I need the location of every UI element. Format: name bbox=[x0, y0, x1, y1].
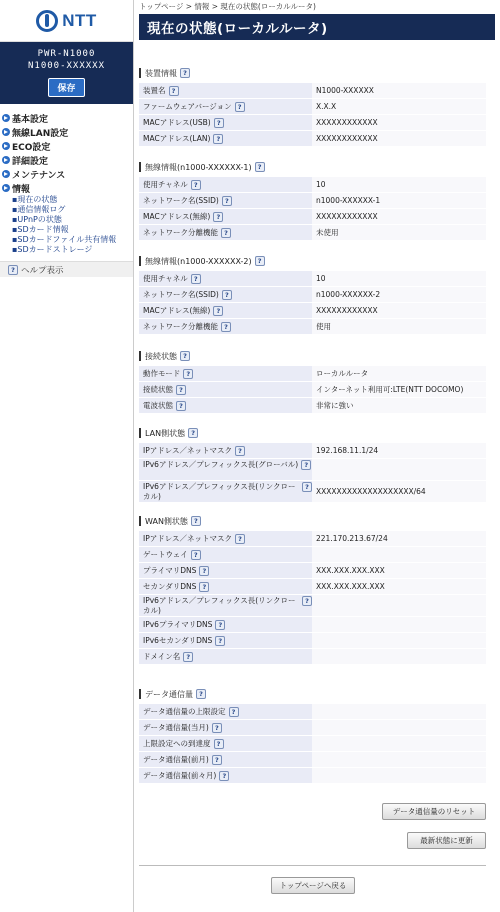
row-label-cell bbox=[139, 704, 312, 719]
help-icon[interactable]: ? bbox=[219, 771, 229, 781]
section-bar bbox=[139, 162, 141, 172]
help-icon[interactable]: ? bbox=[183, 652, 193, 662]
nav-item-info[interactable] bbox=[0, 181, 133, 195]
arrow-bullet-icon bbox=[2, 170, 10, 178]
row-label-cell bbox=[139, 720, 312, 735]
ntt-logo-icon bbox=[36, 10, 58, 32]
row-label: 動作モード bbox=[143, 369, 181, 378]
nav-item-label: 無線LAN設定 bbox=[12, 128, 69, 139]
table-row bbox=[139, 287, 486, 303]
table-row bbox=[139, 617, 486, 633]
section-bar bbox=[139, 428, 141, 438]
row-label: MACアドレス(USB) bbox=[143, 118, 211, 127]
section-data-head bbox=[139, 687, 206, 701]
row-label-cell bbox=[139, 115, 312, 130]
nav-item-label: ECO設定 bbox=[12, 142, 51, 153]
help-label: ヘルプ表示 bbox=[21, 265, 64, 276]
row-label: 電波状態 bbox=[143, 401, 173, 410]
row-label-cell bbox=[139, 131, 312, 146]
nav-sub-label: SDカード情報 bbox=[17, 225, 69, 234]
logo-text: NTT bbox=[62, 10, 97, 30]
help-icon[interactable]: ? bbox=[212, 723, 222, 733]
table-row bbox=[139, 579, 486, 595]
section-bar bbox=[139, 351, 141, 361]
nav-item-maintenance[interactable] bbox=[0, 167, 133, 181]
row-label: セカンダリDNS bbox=[143, 582, 197, 591]
row-label-cell bbox=[139, 99, 312, 114]
row-label-cell bbox=[139, 633, 312, 648]
help-icon[interactable]: ? bbox=[215, 620, 225, 630]
nav-item-eco[interactable] bbox=[0, 139, 133, 153]
nav-item-label: メンテナンス bbox=[12, 170, 66, 181]
section-bar bbox=[139, 256, 141, 266]
table-row bbox=[139, 99, 486, 115]
row-label-cell bbox=[139, 382, 312, 397]
help-icon[interactable]: ? bbox=[235, 534, 245, 544]
row-label-cell bbox=[139, 287, 312, 302]
main-content bbox=[139, 0, 495, 890]
row-label: ネットワーク名(SSID) bbox=[143, 290, 219, 299]
table-row bbox=[139, 704, 486, 720]
section-lan-head bbox=[139, 426, 198, 440]
row-value: n1000-XXXXXX-1 bbox=[312, 193, 486, 208]
back-to-top-button[interactable]: トップページへ戻る bbox=[271, 877, 355, 894]
section-bar bbox=[139, 689, 141, 699]
table-row bbox=[139, 131, 486, 147]
section-device-head bbox=[139, 66, 190, 80]
help-icon[interactable]: ? bbox=[213, 134, 223, 144]
row-label-cell bbox=[139, 481, 312, 502]
row-label-cell bbox=[139, 209, 312, 224]
nav-sub-label: SDカードファイル共有情報 bbox=[17, 235, 117, 244]
help-icon[interactable]: ? bbox=[214, 118, 224, 128]
row-label-cell bbox=[139, 459, 312, 480]
row-label-cell bbox=[139, 579, 312, 594]
row-label: 接続状態 bbox=[143, 385, 173, 394]
row-value: XXXXXXXXXXXX bbox=[312, 303, 486, 318]
row-label: データ通信量(前月) bbox=[143, 755, 209, 764]
nav-sub-label: SDカードストレージ bbox=[17, 245, 93, 254]
row-label: IPv6アドレス／プレフィックス長(リンクローカル) bbox=[143, 596, 296, 615]
row-value: 使用 bbox=[312, 319, 486, 334]
nav-sub-label: 通信情報ログ bbox=[17, 205, 66, 214]
row-label: MACアドレス(無線) bbox=[143, 212, 211, 221]
help-icon[interactable]: ? bbox=[212, 755, 222, 765]
table-row bbox=[139, 398, 486, 414]
row-label: データ通信量の上限設定 bbox=[143, 707, 226, 716]
section-wlan2-head bbox=[139, 254, 265, 268]
table-row bbox=[139, 649, 486, 665]
data-table bbox=[139, 704, 486, 784]
help-icon[interactable]: ? bbox=[188, 428, 198, 438]
nav-item-advanced[interactable] bbox=[0, 153, 133, 167]
help-icon[interactable]: ? bbox=[191, 274, 201, 284]
section-bar bbox=[139, 516, 141, 526]
help-icon[interactable]: ? bbox=[191, 550, 201, 560]
row-label: プライマリDNS bbox=[143, 566, 197, 575]
row-label: ネットワーク分離機能 bbox=[143, 228, 218, 237]
help-icon[interactable]: ? bbox=[191, 180, 201, 190]
table-row bbox=[139, 595, 486, 617]
help-icon[interactable]: ? bbox=[222, 290, 232, 300]
nav-item-basic[interactable] bbox=[0, 111, 133, 125]
arrow-bullet-icon bbox=[2, 184, 10, 192]
help-icon[interactable]: ? bbox=[191, 516, 201, 526]
help-icon[interactable]: ? bbox=[255, 162, 265, 172]
row-value: インターネット利用可:LTE(NTT DOCOMO) bbox=[312, 382, 486, 397]
row-label-cell bbox=[139, 83, 312, 98]
device-model: PWR-N1000 bbox=[37, 49, 96, 59]
help-icon[interactable]: ? bbox=[199, 566, 209, 576]
row-label: IPv6プライマリDNS bbox=[143, 620, 213, 629]
table-row bbox=[139, 563, 486, 579]
nav-item-label: 詳細設定 bbox=[12, 156, 49, 167]
row-value: XXX.XXX.XXX.XXX bbox=[312, 579, 486, 594]
row-label: IPv6セカンダリDNS bbox=[143, 636, 213, 645]
reset-data-button[interactable]: データ通信量のリセット bbox=[382, 803, 486, 820]
row-value: N1000-XXXXXX bbox=[312, 83, 486, 98]
row-value: 192.168.11.1/24 bbox=[312, 443, 486, 458]
nav-sub-upnp[interactable]: ▪UPnPの状態 bbox=[12, 215, 62, 224]
page-title-text: 現在の状態(ローカルルータ) bbox=[147, 21, 328, 37]
row-value bbox=[312, 768, 486, 783]
help-icon[interactable]: ? bbox=[221, 322, 231, 332]
page-title bbox=[139, 14, 495, 40]
row-value bbox=[312, 704, 486, 719]
row-label-cell bbox=[139, 595, 312, 616]
refresh-button[interactable]: 最新状態に更新 bbox=[407, 832, 486, 849]
help-icon[interactable]: ? bbox=[215, 636, 225, 646]
help-icon[interactable]: ? bbox=[180, 351, 190, 361]
help-icon[interactable]: ? bbox=[229, 707, 239, 717]
row-value: XXXXXXXXXXXX bbox=[312, 131, 486, 146]
table-row bbox=[139, 115, 486, 131]
save-button[interactable]: 保存 bbox=[48, 78, 84, 97]
row-label: ゲートウェイ bbox=[143, 550, 188, 559]
arrow-bullet-icon bbox=[2, 156, 10, 164]
table-row bbox=[139, 193, 486, 209]
table-row bbox=[139, 752, 486, 768]
help-icon[interactable]: ? bbox=[301, 460, 311, 470]
nav-item-label: 情報 bbox=[12, 184, 31, 195]
row-label: IPv6アドレス／プレフィックス長(リンクローカル) bbox=[143, 482, 296, 501]
help-icon[interactable]: ? bbox=[255, 256, 265, 266]
row-label: データ通信量(当月) bbox=[143, 723, 209, 732]
row-value: 非常に強い bbox=[312, 398, 486, 413]
row-value bbox=[312, 459, 486, 480]
row-value: XXX.XXX.XXX.XXX bbox=[312, 563, 486, 578]
row-label: ドメイン名 bbox=[143, 652, 181, 661]
row-value bbox=[312, 595, 486, 616]
table-row bbox=[139, 443, 486, 459]
table-row bbox=[139, 481, 486, 503]
row-label-cell bbox=[139, 531, 312, 546]
nav-item-wlan[interactable] bbox=[0, 125, 133, 139]
row-label-cell bbox=[139, 319, 312, 334]
wan-table bbox=[139, 531, 486, 665]
row-value: 10 bbox=[312, 271, 486, 286]
section-title: 無線情報(n1000-XXXXXX-2) bbox=[145, 256, 252, 266]
row-value: X.X.X bbox=[312, 99, 486, 114]
section-title: データ通信量 bbox=[145, 689, 193, 699]
row-label: 装置名 bbox=[143, 86, 166, 95]
help-icon[interactable]: ? bbox=[183, 369, 193, 379]
nav-item-label: 基本設定 bbox=[12, 114, 49, 125]
arrow-bullet-icon bbox=[2, 142, 10, 150]
row-label-cell bbox=[139, 736, 312, 751]
row-value bbox=[312, 547, 486, 562]
help-icon[interactable]: ? bbox=[213, 306, 223, 316]
row-label-cell bbox=[139, 398, 312, 413]
row-label-cell bbox=[139, 303, 312, 318]
row-label-cell bbox=[139, 768, 312, 783]
table-row bbox=[139, 459, 486, 481]
row-label-cell bbox=[139, 547, 312, 562]
row-value: ローカルルータ bbox=[312, 366, 486, 381]
section-title: LAN側状態 bbox=[145, 428, 186, 438]
help-icon[interactable]: ? bbox=[169, 86, 179, 96]
help-icon[interactable]: ? bbox=[221, 228, 231, 238]
conn-table bbox=[139, 366, 486, 414]
table-row bbox=[139, 366, 486, 382]
help-icon[interactable]: ? bbox=[235, 102, 245, 112]
table-row bbox=[139, 736, 486, 752]
logo bbox=[0, 0, 133, 42]
section-title: 接続状態 bbox=[145, 351, 177, 361]
row-label-cell bbox=[139, 563, 312, 578]
help-icon[interactable]: ? bbox=[302, 596, 312, 606]
section-title: WAN側状態 bbox=[145, 516, 188, 526]
row-value bbox=[312, 736, 486, 751]
row-label-cell bbox=[139, 177, 312, 192]
row-value bbox=[312, 649, 486, 664]
arrow-bullet-icon bbox=[2, 128, 10, 136]
help-icon: ? bbox=[8, 265, 18, 275]
help-icon[interactable]: ? bbox=[302, 482, 312, 492]
row-label: データ通信量(前々月) bbox=[143, 771, 217, 780]
table-row bbox=[139, 225, 486, 241]
row-value: XXXXXXXXXXXXXXXXXXX/64 bbox=[312, 481, 486, 502]
row-label-cell bbox=[139, 366, 312, 381]
table-row bbox=[139, 83, 486, 99]
section-wlan1-head bbox=[139, 160, 265, 174]
nav-sub-label: 現在の状態 bbox=[17, 195, 58, 204]
section-bar bbox=[139, 68, 141, 78]
row-value: XXXXXXXXXXXX bbox=[312, 209, 486, 224]
help-icon[interactable]: ? bbox=[222, 196, 232, 206]
table-row bbox=[139, 319, 486, 335]
help-icon[interactable]: ? bbox=[176, 385, 186, 395]
help-icon[interactable]: ? bbox=[214, 739, 224, 749]
breadcrumb: トップページ > 情報 > 現在の状態(ローカルルータ) bbox=[139, 2, 316, 11]
divider bbox=[139, 865, 486, 866]
nav-sub-label: UPnPの状態 bbox=[17, 215, 62, 224]
row-label: IPアドレス／ネットマスク bbox=[143, 534, 233, 543]
table-row bbox=[139, 271, 486, 287]
row-label: ネットワーク分離機能 bbox=[143, 322, 218, 331]
help-icon[interactable]: ? bbox=[176, 401, 186, 411]
row-value: XXXXXXXXXXXX bbox=[312, 115, 486, 130]
row-label: MACアドレス(無線) bbox=[143, 306, 211, 315]
table-row bbox=[139, 382, 486, 398]
table-row bbox=[139, 547, 486, 563]
table-row bbox=[139, 303, 486, 319]
nav-sub-sd-info[interactable]: ▪SDカード情報 bbox=[12, 225, 69, 234]
row-label-cell bbox=[139, 271, 312, 286]
row-value bbox=[312, 752, 486, 767]
table-row bbox=[139, 720, 486, 736]
section-title: 装置情報 bbox=[145, 68, 177, 78]
device-name: N1000-XXXXXX bbox=[27, 61, 106, 71]
row-value: 未使用 bbox=[312, 225, 486, 240]
nav-sub-log[interactable]: ▪通信情報ログ bbox=[12, 205, 66, 214]
section-conn-head bbox=[139, 349, 190, 363]
row-value bbox=[312, 720, 486, 735]
help-icon[interactable]: ? bbox=[199, 582, 209, 592]
row-label: MACアドレス(LAN) bbox=[143, 134, 211, 143]
row-value bbox=[312, 617, 486, 632]
sidebar bbox=[0, 0, 134, 912]
lan-table bbox=[139, 443, 486, 503]
help-icon[interactable]: ? bbox=[196, 689, 206, 699]
row-label-cell bbox=[139, 225, 312, 240]
device-info-box bbox=[0, 42, 133, 104]
row-label-cell bbox=[139, 649, 312, 664]
nav-sub-sd-share[interactable]: ▪SDカードファイル共有情報 bbox=[12, 235, 117, 244]
row-label-cell bbox=[139, 443, 312, 458]
row-value: 10 bbox=[312, 177, 486, 192]
row-label-cell bbox=[139, 752, 312, 767]
row-label: ネットワーク名(SSID) bbox=[143, 196, 219, 205]
row-label-cell bbox=[139, 617, 312, 632]
row-label: IPv6アドレス／プレフィックス長(グローバル) bbox=[143, 460, 299, 469]
nav-sub-current-status[interactable]: ▪現在の状態 bbox=[12, 195, 58, 204]
table-row bbox=[139, 633, 486, 649]
row-value bbox=[312, 633, 486, 648]
table-row bbox=[139, 768, 486, 784]
help-icon[interactable]: ? bbox=[235, 446, 245, 456]
wlan1-table bbox=[139, 177, 486, 241]
row-value: n1000-XXXXXX-2 bbox=[312, 287, 486, 302]
device-table bbox=[139, 83, 486, 147]
section-wan-head bbox=[139, 514, 201, 528]
row-value: 221.170.213.67/24 bbox=[312, 531, 486, 546]
row-label: IPアドレス／ネットマスク bbox=[143, 446, 233, 455]
section-title: 無線情報(n1000-XXXXXX-1) bbox=[145, 162, 252, 172]
help-icon[interactable]: ? bbox=[213, 212, 223, 222]
row-label: ファームウェアバージョン bbox=[143, 102, 232, 111]
row-label: 上限設定への到達度 bbox=[143, 739, 211, 748]
help-toggle[interactable] bbox=[0, 261, 133, 277]
wlan2-table bbox=[139, 271, 486, 335]
table-row bbox=[139, 177, 486, 193]
help-icon[interactable]: ? bbox=[180, 68, 190, 78]
table-row bbox=[139, 209, 486, 225]
nav-menu bbox=[0, 104, 133, 255]
table-row bbox=[139, 531, 486, 547]
row-label: 使用チャネル bbox=[143, 180, 188, 189]
nav-sub-sd-storage[interactable]: ▪SDカードストレージ bbox=[12, 245, 93, 254]
arrow-bullet-icon bbox=[2, 114, 10, 122]
row-label: 使用チャネル bbox=[143, 274, 188, 283]
row-label-cell bbox=[139, 193, 312, 208]
